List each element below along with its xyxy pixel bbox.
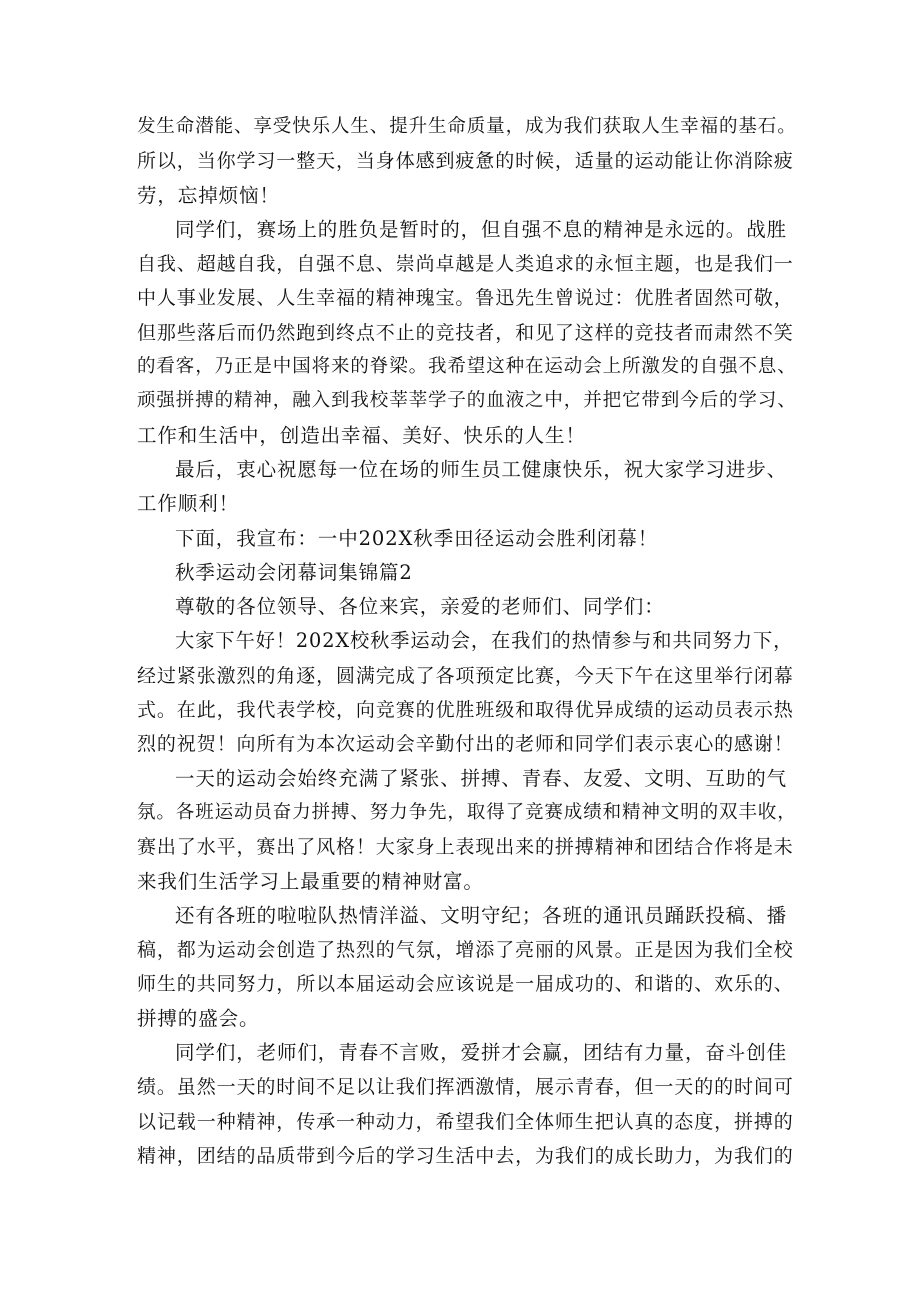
text-line: 还有各班的啦啦队热情洋溢、文明守纪；各班的通讯员踊跃投稿、播 (175, 903, 788, 927)
text-line: 一天的运动会始终充满了紧张、拼搏、青春、友爱、文明、互助的气 (175, 766, 788, 790)
text-line: 稿，都为运动会创造了热烈的气氛，增添了亮丽的风景。正是因为我们全校 (137, 939, 794, 962)
text-line: 最后，衷心祝愿每一位在场的师生员工健康快乐，祝大家学习进步、 (175, 457, 788, 481)
text-line: 同学们，老师们，青春不言败，爱拼才会赢，团结有力量，奋斗创佳 (175, 1041, 788, 1065)
text-line: 的看客，乃正是中国将来的脊梁。我希望这种在运动会上所激发的自强不息、 (137, 356, 797, 378)
text-line: 经过紧张激烈的角逐，圆满完成了各项预定比赛，今天下午在这里举行闭幕 (137, 664, 794, 687)
text-line: 大家下午好！202X校秋季运动会，在我们的热情参与和共同努力下， (175, 629, 794, 653)
text-line: 以记载一种精神，传承一种动力，希望我们全体师生把认真的态度，拼搏的 (137, 1110, 794, 1133)
text-line: 下面，我宣布：一中202X秋季田径运动会胜利闭幕！ (175, 526, 659, 550)
text-line: 但那些落后而仍然跑到终点不止的竞技者，和见了这样的竞技者而肃然不笑 (137, 321, 794, 344)
text-line: 赛出了水平，赛出了风格！大家身上表现出来的拼搏精神和团结合作将是未 (137, 836, 794, 859)
text-line: 拼搏的盛会。 (137, 1006, 260, 1030)
text-line: 烈的祝贺！向所有为本次运动会辛勤付出的老师和同学们表示衷心的感谢！ (137, 733, 794, 756)
text-line: 式。在此，我代表学校，向竞赛的优胜班级和取得优异成绩的运动员表示热 (137, 699, 794, 722)
text-line: 精神，团结的品质带到今后的学习生活中去，为我们的成长助力，为我们的 (137, 1144, 794, 1167)
text-line: 来我们生活学习上最重要的精神财富。 (137, 869, 484, 893)
text-line: 工作顺利！ (137, 492, 240, 516)
text-line: 绩。虽然一天的时间不足以让我们挥洒激情，展示青春，但一天的的时间可 (137, 1076, 794, 1099)
text-line: 工作和生活中，创造出幸福、美好、快乐的人生！ (137, 423, 586, 447)
text-line: 尊敬的各位领导、各位来宾，亲爱的老师们、同学们： (175, 595, 665, 619)
text-line: 师生的共同努力，所以本届运动会应该说是一届成功的、和谐的、欢乐的、 (137, 973, 794, 996)
text-line: 顽强拼搏的精神，融入到我校莘莘学子的血液之中，并把它带到今后的学习、 (137, 390, 797, 412)
text-line: 发生命潜能、享受快乐人生、提升生命质量，成为我们获取人生幸福的基石。 (137, 116, 797, 137)
text-line: 自我、超越自我，自强不息、崇尚卓越是人类追求的永恒主题，也是我们一 (137, 253, 794, 276)
text-line: 劳，忘掉烦恼！ (137, 183, 280, 207)
document-body (137, 110, 797, 1173)
text-line: 秋季运动会闭幕词集锦篇2 (175, 560, 413, 584)
text-line: 中人事业发展、人生幸福的精神瑰宝。鲁迅先生曾说过：优胜者固然可敬， (137, 287, 794, 310)
text-line: 同学们，赛场上的胜负是暂时的，但自强不息的精神是永远的。战胜 (175, 217, 788, 241)
text-line: 氛。各班运动员奋力拼搏、努力争先，取得了竞赛成绩和精神文明的双丰收， (137, 801, 797, 823)
text-line: 所以，当你学习一整天，当身体感到疲惫的时候，适量的运动能让你消除疲 (137, 150, 794, 173)
